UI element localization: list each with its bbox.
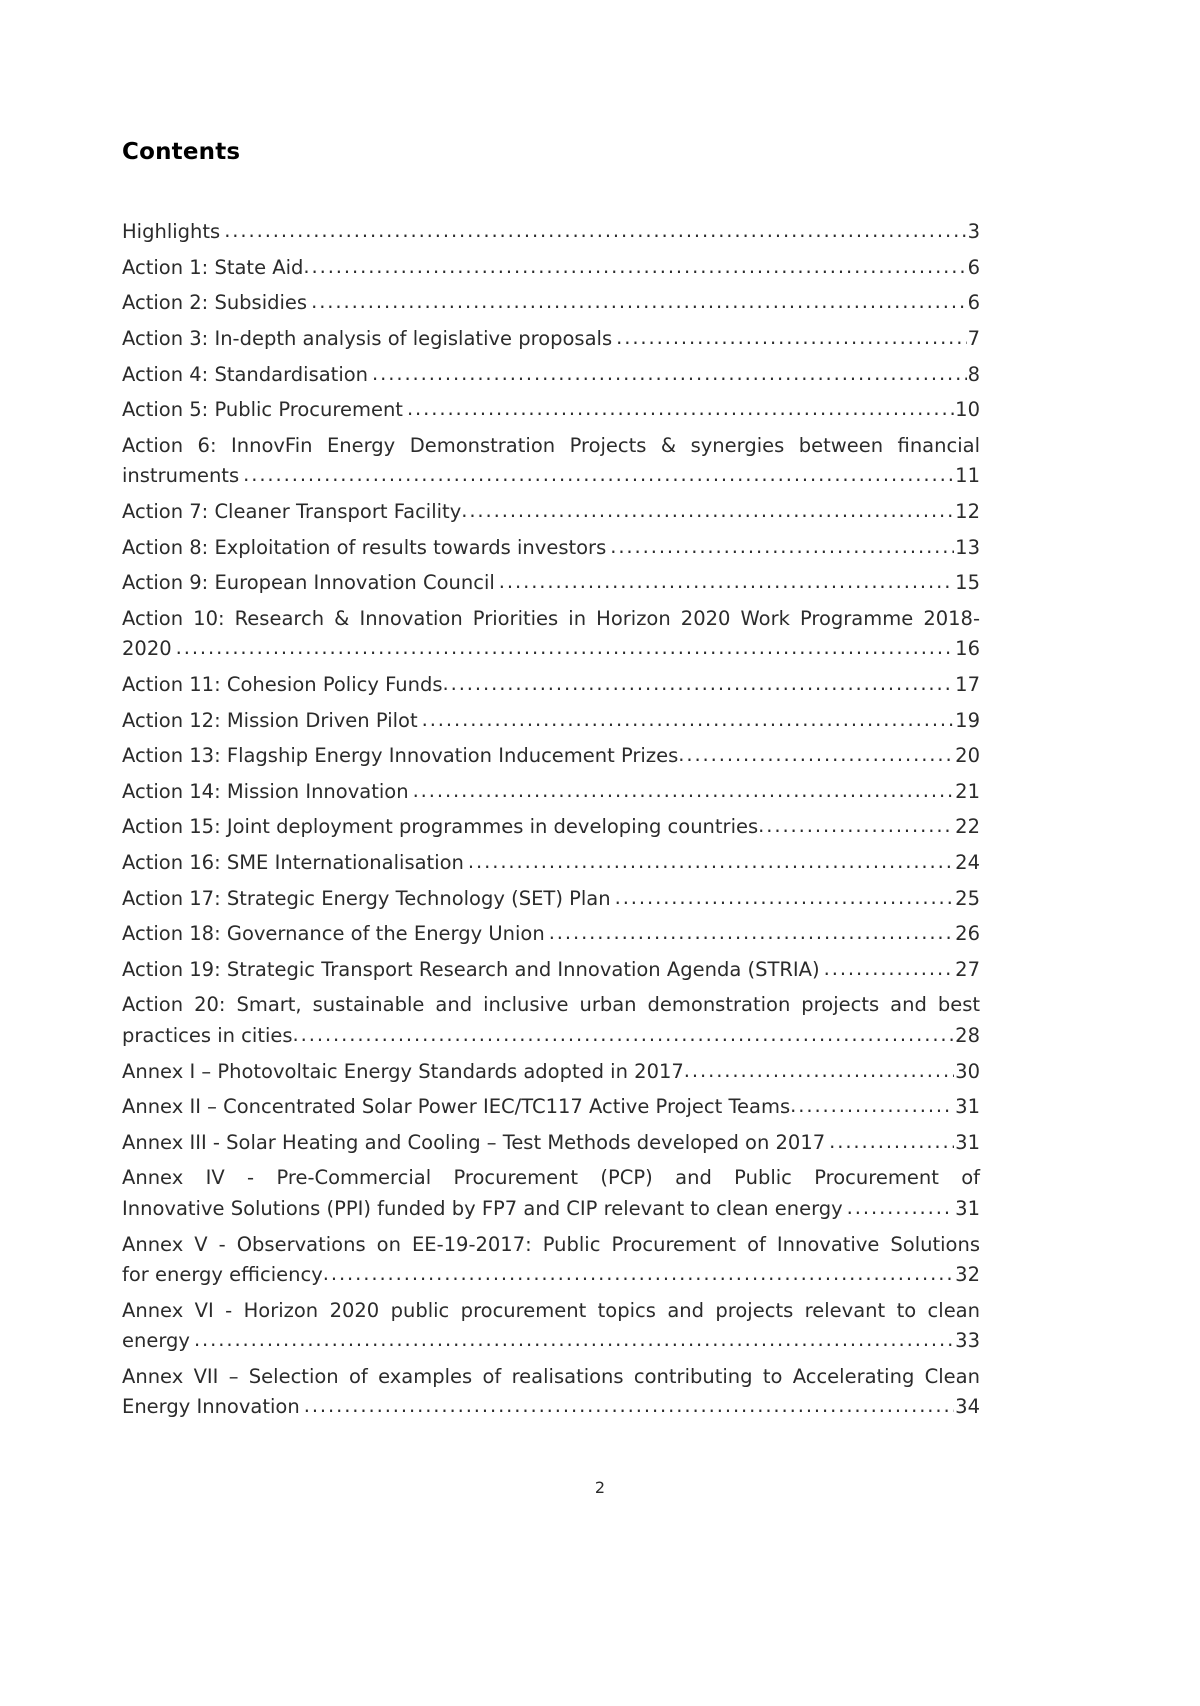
toc-entry[interactable] xyxy=(122,741,980,772)
toc-entry-row xyxy=(122,1092,980,1123)
toc-entry-row xyxy=(122,741,980,772)
toc-entry-title: Annex I – Photovoltaic Energy Standards adopted in 2017 xyxy=(122,1059,684,1083)
toc-entry-page-number: 15 xyxy=(955,571,980,595)
toc-entry-list xyxy=(122,217,980,1423)
toc-entry-row xyxy=(122,253,980,284)
toc-entry[interactable] xyxy=(122,1296,980,1357)
toc-leader-dots xyxy=(549,918,954,949)
toc-entry[interactable] xyxy=(122,1230,980,1291)
toc-entry[interactable] xyxy=(122,431,980,492)
toc-leader-dots xyxy=(610,532,954,563)
toc-entry-page-number: 30 xyxy=(955,1059,980,1083)
toc-leader-dots xyxy=(194,1325,954,1356)
toc-entry-page-number: 31 xyxy=(955,1196,980,1220)
toc-entry-page-number: 12 xyxy=(955,500,980,524)
toc-entry-page-number: 31 xyxy=(955,1130,980,1154)
toc-entry[interactable] xyxy=(122,533,980,564)
toc-entry-row xyxy=(122,1260,980,1291)
toc-entry-page-number: 22 xyxy=(955,815,980,839)
toc-leader-dots xyxy=(615,883,955,914)
toc-entry-row xyxy=(122,461,980,492)
toc-leader-dots xyxy=(790,1091,954,1122)
toc-entry-title: Action 19: Strategic Transport Research and Innovation Agenda (STRIA) xyxy=(122,957,820,981)
toc-entry[interactable] xyxy=(122,884,980,915)
toc-entry-page-number: 13 xyxy=(955,535,980,559)
toc-entry-page-number: 6 xyxy=(967,291,980,315)
toc-entry-title-line2: 2020 xyxy=(122,637,172,661)
toc-entry-page-number: 17 xyxy=(955,673,980,697)
toc-entry-title: Action 15: Joint deployment programmes in developing countries xyxy=(122,815,759,839)
toc-leader-dots xyxy=(616,323,966,354)
toc-entry-title-line1: Action 20: Smart, sustainable and inclusive urban demonstration projects and best xyxy=(122,993,980,1017)
toc-entry[interactable] xyxy=(122,670,980,701)
toc-entry[interactable] xyxy=(122,324,980,355)
toc-entry-row xyxy=(122,324,980,355)
toc-entry-row xyxy=(122,533,980,564)
toc-leader-dots xyxy=(461,496,954,527)
footer-page-number: 2 xyxy=(594,1478,606,1497)
toc-entry-title-line2: Energy Innovation xyxy=(122,1395,300,1419)
toc-entry[interactable] xyxy=(122,395,980,426)
toc-entry-page-number: 32 xyxy=(955,1263,980,1287)
toc-entry-row xyxy=(122,812,980,843)
toc-leader-dots xyxy=(243,460,954,491)
toc-leader-dots xyxy=(468,847,954,878)
toc-entry-row xyxy=(122,777,980,808)
toc-leader-dots xyxy=(304,1391,954,1422)
toc-entry[interactable] xyxy=(122,955,980,986)
toc-entry-page-number: 16 xyxy=(955,637,980,661)
toc-entry[interactable] xyxy=(122,919,980,950)
toc-leader-dots xyxy=(293,1020,955,1051)
toc-leader-dots xyxy=(684,1056,954,1087)
toc-entry[interactable] xyxy=(122,812,980,843)
toc-entry-title: Action 14: Mission Innovation xyxy=(122,779,409,803)
toc-entry-title: Action 12: Mission Driven Pilot xyxy=(122,708,418,732)
toc-leader-dots xyxy=(176,633,955,664)
toc-entry-title: Action 3: In-depth analysis of legislative proposals xyxy=(122,327,613,351)
toc-entry-row xyxy=(122,670,980,701)
toc-entry-title: Action 11: Cohesion Policy Funds xyxy=(122,673,443,697)
toc-entry-title: Action 7: Cleaner Transport Facility xyxy=(122,500,462,524)
toc-leader-dots xyxy=(413,776,955,807)
toc-leader-dots xyxy=(443,669,955,700)
toc-entry[interactable] xyxy=(122,777,980,808)
toc-entry-page-number: 7 xyxy=(967,327,980,351)
toc-entry-page-number: 27 xyxy=(955,957,980,981)
toc-entry-page-number: 20 xyxy=(955,744,980,768)
toc-entry-title: Action 13: Flagship Energy Innovation Inducement Prizes xyxy=(122,744,679,768)
toc-entry[interactable] xyxy=(122,1057,980,1088)
toc-entry-title: Action 18: Governance of the Energy Union xyxy=(122,922,545,946)
toc-entry-page-number: 10 xyxy=(955,398,980,422)
toc-entry-row xyxy=(122,634,980,665)
toc-leader-dots xyxy=(224,216,966,247)
toc-entry[interactable] xyxy=(122,217,980,248)
toc-entry-title-line2: practices in cities xyxy=(122,1023,293,1047)
toc-entry-title-line1: Annex V - Observations on EE-19-2017: Public Procurement of Innovative Solutions xyxy=(122,1232,980,1256)
toc-entry-row xyxy=(122,706,980,737)
toc-entry-row xyxy=(122,955,980,986)
toc-entry-title-line1: Annex VI - Horizon 2020 public procurement topics and projects relevant to clean xyxy=(122,1298,980,1322)
toc-entry-page-number: 19 xyxy=(955,708,980,732)
toc-entry-title-line1: Action 6: InnovFin Energy Demonstration Projects & synergies between financial xyxy=(122,433,980,457)
toc-leader-dots xyxy=(829,1127,954,1158)
toc-leader-dots xyxy=(372,359,967,390)
toc-leader-dots xyxy=(422,705,955,736)
toc-entry-title: Action 4: Standardisation xyxy=(122,362,369,386)
toc-entry[interactable] xyxy=(122,848,980,879)
toc-entry-title-line2: Innovative Solutions (PPI) funded by FP7 and CIP relevant to clean energy xyxy=(122,1196,843,1220)
toc-entry-title-line1: Annex VII – Selection of examples of realisations contributing to Accelerating Clean xyxy=(122,1364,980,1388)
toc-leader-dots xyxy=(323,1259,954,1290)
toc-entry-title: Action 2: Subsidies xyxy=(122,291,308,315)
toc-entry-page-number: 34 xyxy=(955,1395,980,1419)
toc-entry-row xyxy=(122,919,980,950)
toc-entry-row xyxy=(122,360,980,391)
toc-entry-row xyxy=(122,1128,980,1159)
toc-entry-title: Annex III - Solar Heating and Cooling – Test Methods developed on 2017 xyxy=(122,1130,826,1154)
toc-entry-row xyxy=(122,1021,980,1052)
toc-entry-page-number: 31 xyxy=(955,1095,980,1119)
toc-entry-title: Highlights xyxy=(122,220,221,244)
toc-entry-page-number: 6 xyxy=(967,255,980,279)
toc-entry-page-number: 26 xyxy=(955,922,980,946)
table-of-contents xyxy=(122,140,980,1428)
toc-entry[interactable] xyxy=(122,288,980,319)
toc-entry-title-line2: for energy efficiency xyxy=(122,1263,323,1287)
toc-entry[interactable] xyxy=(122,604,980,665)
toc-entry[interactable] xyxy=(122,706,980,737)
toc-entry-page-number: 11 xyxy=(955,464,980,488)
toc-entry[interactable] xyxy=(122,568,980,599)
toc-entry-row xyxy=(122,1194,980,1225)
toc-entry-row xyxy=(122,497,980,528)
toc-entry-row xyxy=(122,217,980,248)
toc-entry-title: Action 17: Strategic Energy Technology (SET) Plan xyxy=(122,886,611,910)
toc-entry[interactable] xyxy=(122,360,980,391)
toc-entry-row xyxy=(122,395,980,426)
toc-entry-row xyxy=(122,884,980,915)
toc-entry-title-line1: Action 10: Research & Innovation Priorities in Horizon 2020 Work Programme 2018- xyxy=(122,606,980,630)
toc-entry-page-number: 25 xyxy=(955,886,980,910)
toc-entry-title: Action 1: State Aid xyxy=(122,255,304,279)
toc-entry-page-number: 3 xyxy=(967,220,980,244)
toc-entry-row xyxy=(122,288,980,319)
toc-entry-title: Action 5: Public Procurement xyxy=(122,398,403,422)
toc-entry[interactable] xyxy=(122,990,980,1051)
toc-entry-title: Action 16: SME Internationalisation xyxy=(122,850,464,874)
toc-leader-dots xyxy=(499,567,954,598)
toc-entry-page-number: 21 xyxy=(955,779,980,803)
toc-leader-dots xyxy=(311,287,966,318)
toc-entry-title-line1: Annex IV - Pre-Commercial Procurement (PCP) and Public Procurement of xyxy=(122,1166,980,1190)
toc-entry-page-number: 28 xyxy=(955,1023,980,1047)
toc-leader-dots xyxy=(303,252,966,283)
toc-entry[interactable] xyxy=(122,1128,980,1159)
toc-leader-dots xyxy=(678,740,954,771)
toc-entry[interactable] xyxy=(122,1362,980,1423)
toc-entry-page-number: 33 xyxy=(955,1329,980,1353)
toc-leader-dots xyxy=(407,394,954,425)
toc-entry-title-line2: instruments xyxy=(122,464,240,488)
toc-entry-title: Action 9: European Innovation Council xyxy=(122,571,495,595)
toc-entry-row xyxy=(122,1392,980,1423)
toc-entry[interactable] xyxy=(122,497,980,528)
toc-leader-dots xyxy=(847,1193,955,1224)
toc-entry[interactable] xyxy=(122,1163,980,1224)
toc-entry-title: Action 8: Exploitation of results towards investors xyxy=(122,535,607,559)
toc-entry-title: Annex II – Concentrated Solar Power IEC/TC117 Active Project Teams xyxy=(122,1095,791,1119)
toc-entry-row xyxy=(122,1057,980,1088)
toc-entry[interactable] xyxy=(122,253,980,284)
toc-entry-row xyxy=(122,568,980,599)
toc-entry-row xyxy=(122,848,980,879)
page-title: Contents xyxy=(122,139,241,165)
toc-entry-page-number: 24 xyxy=(955,850,980,874)
toc-leader-dots xyxy=(824,954,955,985)
toc-entry[interactable] xyxy=(122,1092,980,1123)
toc-entry-title-line2: energy xyxy=(122,1329,190,1353)
toc-leader-dots xyxy=(758,811,954,842)
toc-entry-page-number: 8 xyxy=(967,362,980,386)
toc-entry-row xyxy=(122,1326,980,1357)
